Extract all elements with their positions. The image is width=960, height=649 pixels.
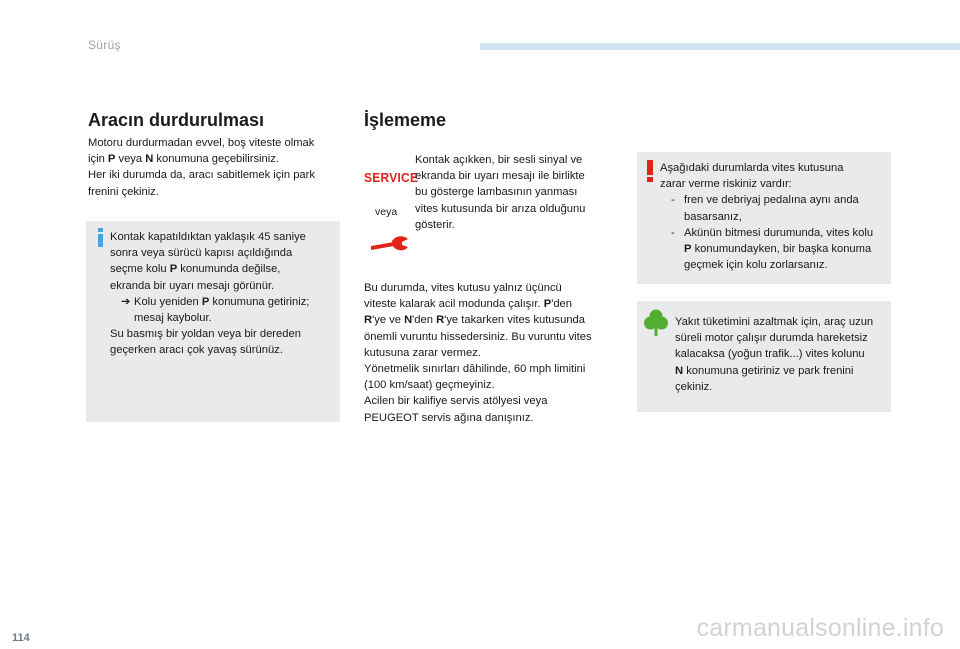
watermark: carmanualsonline.info: [696, 614, 944, 642]
eco-text: Yakıt tüketimini azaltmak için, araç uzun süreli motor çalışır durumda hareketsiz kalacaksa (yoğun trafik...) vites kolunu N konumuna getiriniz ve park frenini çekiniz.: [675, 316, 874, 393]
veya-label: veya: [375, 206, 398, 218]
service-warning-icon: SERVICE: [364, 170, 419, 185]
info-icon: [96, 228, 106, 247]
dash-bullet: -: [671, 194, 675, 207]
header-bar: [480, 43, 960, 50]
page-number: 114: [12, 632, 30, 644]
arrow-bullet-icon: ➔: [121, 295, 131, 308]
middle-title: İşlememe: [364, 110, 447, 130]
middle-body: Bu durumda, vites kutusu yalnız üçüncü viteste kalarak acil modunda çalışır. P'den R'ye ve N'den R'ye takarken vites kutusunda önemli vuruntu hissedersiniz. Bu vuruntu vites kutusuna zarar vermez. Yönetmelik sınırları dâhilinde, 60 mph limitini (100 km/saat) geçmeyiniz. Acilen bir kalifiye servis atölyesi veya PEUGEOT servis ağına danışınız.: [364, 282, 592, 424]
left-intro: Motoru durdurmadan evvel, boş viteste olmak için P veya N konumuna geçebilirsiniz. Her iki durumda da, aracı sabitlemek için park frenini çekiniz.: [88, 137, 315, 198]
dash-bullet: -: [671, 226, 675, 239]
warning-text: Aşağıdaki durumlarda vites kutusuna zarar verme riskiniz vardır: - fren ve debriyaj pedalına aynı anda basarsanız, - Akünün bitmesi durumunda, vites kolu P konumundayken, bir başka konuma geçmek için kolu zorlarsanız.: [660, 162, 874, 272]
eco-tree-icon: [644, 309, 668, 336]
exclamation-icon: [646, 160, 654, 182]
left-title: Aracın durdurulması: [88, 110, 265, 130]
section-label: Sürüş: [88, 38, 121, 52]
info-text: Kontak kapatıldıktan yaklaşık 45 saniye sonra veya sürücü kapısı açıldığında seçme kolu P konumunda değilse, ekranda bir uyarı mesajı görünür. ➔ Kolu yeniden P konumuna getiriniz; mesaj kaybolur. Su basmış bir yoldan veya bir dereden geçerken aracı çok yavaş sürünüz.: [110, 231, 310, 357]
warning-light-text: Kontak açıkken, bir sesli sinyal ve ekranda bir uyarı mesajı ile birlikte bu gösterge lambasının yanması vites kutusunda bir arıza olduğunu gösterir.: [415, 154, 586, 231]
wrench-warning-icon: [368, 234, 410, 252]
